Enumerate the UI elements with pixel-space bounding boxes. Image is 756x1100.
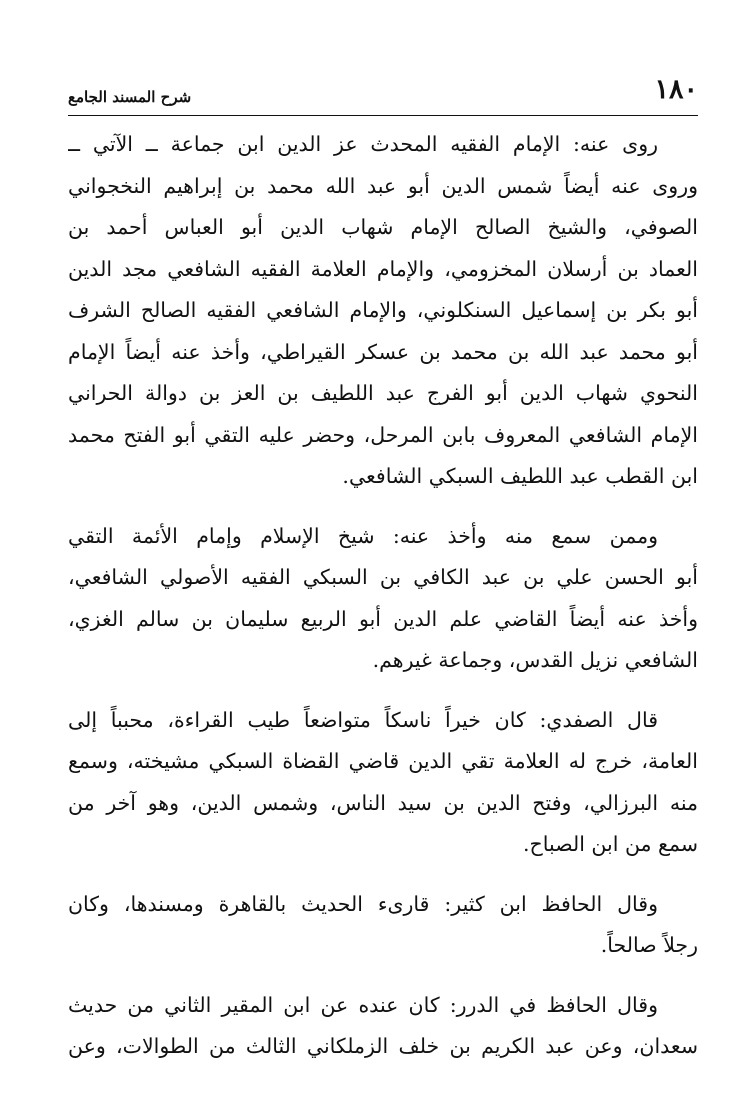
text-line: وقال الحافظ ابن كثير: قارىء الحديث بالقاهرة ومسندها، وكان <box>68 891 658 916</box>
paragraph <box>68 516 698 682</box>
body-text <box>68 124 698 1086</box>
text-line: النحوي شهاب الدين أبو الفرج عبد اللطيف بن العز بن دوالة الحراني <box>68 381 698 405</box>
running-title: شرح المسند الجامع <box>68 88 192 106</box>
text-line: العامة، خرج له العلامة تقي الدين قاضي القضاة السبكي مشيخته، وسمع <box>68 749 698 773</box>
text-line: الإمام الشافعي المعروف بابن المرحل، وحضر عليه التقي أبو الفتح محمد <box>68 422 698 447</box>
text-line: ابن القطب عبد اللطيف السبكي الشافعي. <box>342 464 698 488</box>
paragraph <box>68 884 698 967</box>
text-line: الصوفي، والشيخ الصالح الإمام شهاب الدين أبو العباس أحمد بن <box>68 215 698 239</box>
paragraph <box>68 124 698 498</box>
text-line: أبو بكر بن إسماعيل السنكلوني، والإمام الشافعي الفقيه الصالح الشرف <box>68 298 698 322</box>
paragraph <box>68 985 698 1068</box>
text-line: منه البرزالي، وفتح الدين بن سيد الناس، وشمس الدين، وهو آخر من <box>68 790 698 815</box>
text-line: وممن سمع منه وأخذ عنه: شيخ الإسلام وإمام الأئمة التقي <box>68 523 658 548</box>
page-number: ١٨٠ <box>654 74 698 105</box>
text-line: قال الصفدي: كان خيراً ناسكاً متواضعاً طيب القراءة، محبباً إلى <box>68 707 658 732</box>
page-header <box>68 72 698 116</box>
text-line: سعدان، وعن عبد الكريم بن خلف الزملكاني الثالث من الطوالات، وعن <box>68 1034 698 1058</box>
text-line: العماد بن أرسلان المخزومي، والإمام العلامة الفقيه الشافعي مجد الدين <box>68 256 698 281</box>
text-line: الشافعي نزيل القدس، وجماعة غيرهم. <box>372 648 698 672</box>
text-line: وأخذ عنه أيضاً القاضي علم الدين أبو الربيع سليمان بن سالم الغزي، <box>68 606 698 631</box>
text-line: سمع من ابن الصباح. <box>523 832 698 856</box>
text-line: روى عنه: الإمام الفقيه المحدث عز الدين ابن جماعة ــ الآتي ــ <box>68 132 658 156</box>
text-line: أبو الحسن علي بن عبد الكافي بن السبكي الفقيه الأصولي الشافعي، <box>68 565 698 589</box>
text-line: أبو محمد عبد الله بن محمد بن عسكر القيراطي، وأخذ عنه أيضاً الإمام <box>68 339 698 364</box>
header-divider <box>68 115 698 116</box>
text-line: وروى عنه أيضاً شمس الدين أبو عبد الله محمد بن إبراهيم النخجواني <box>68 173 698 198</box>
text-line: رجلاً صالحاً. <box>600 933 698 957</box>
paragraph <box>68 700 698 866</box>
text-line: وقال الحافظ في الدرر: كان عنده عن ابن المقير الثاني من حديث <box>68 992 658 1017</box>
